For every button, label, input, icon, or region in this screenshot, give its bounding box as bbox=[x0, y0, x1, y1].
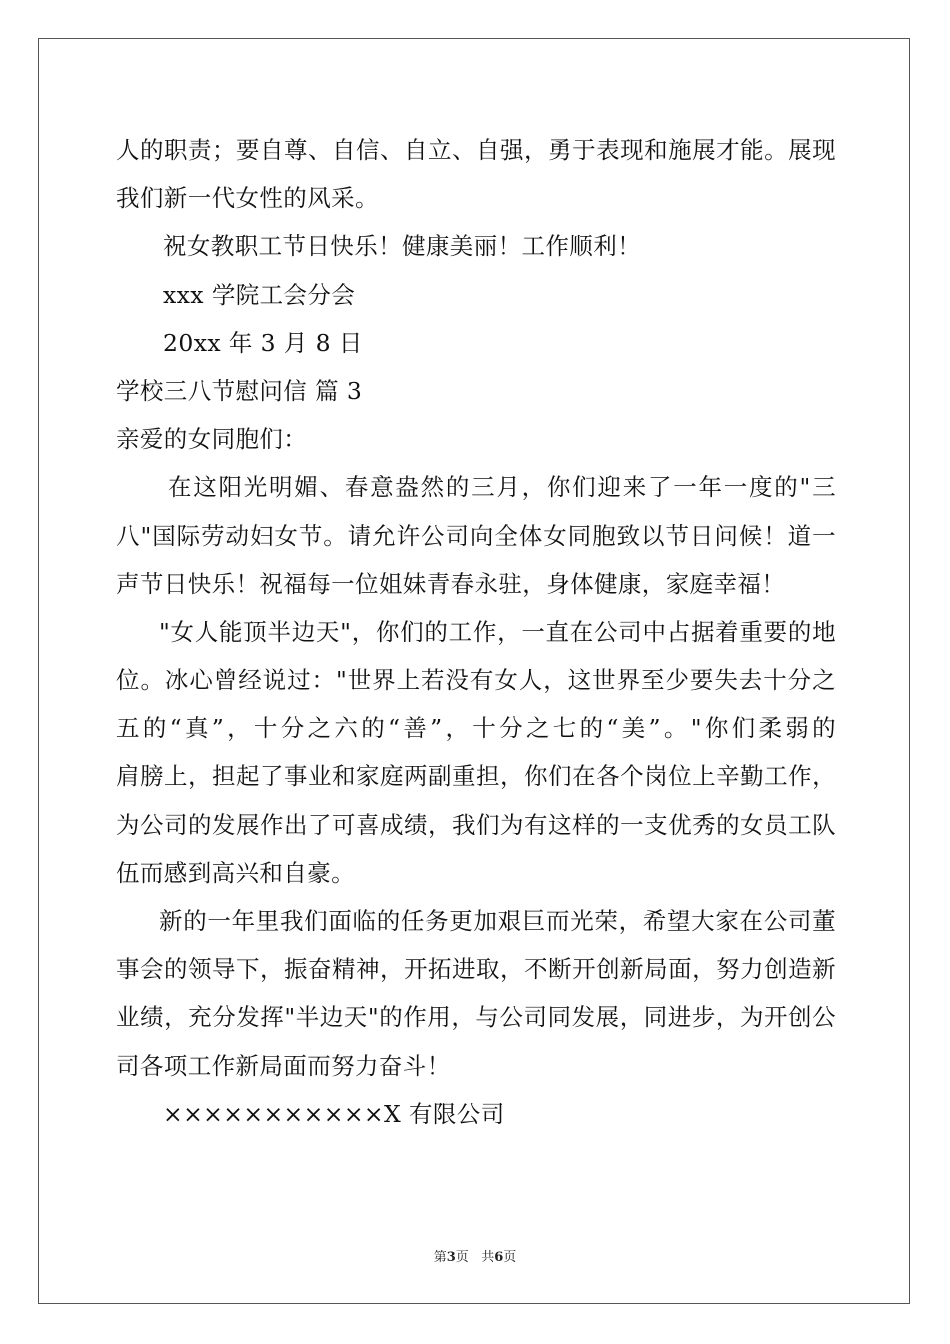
text-line: "女人能顶半边天"，你们的工作，一直在公司中占据着重要的地 bbox=[159, 617, 836, 646]
text-line: 业绩，充分发挥"半边天"的作用，与公司同发展，同进步，为开创公 bbox=[116, 1003, 836, 1032]
footer-suffix: 页 bbox=[503, 1250, 517, 1265]
text-line: 我们新一代女性的风采。 bbox=[116, 184, 379, 213]
text-line: 伍而感到高兴和自豪。 bbox=[116, 858, 355, 887]
text-line: 祝女教职工节日快乐！健康美丽！工作顺利！ bbox=[163, 232, 641, 261]
text-line: 事会的领导下，振奋精神，开拓进取，不断开创新局面，努力创造新 bbox=[116, 955, 836, 984]
document-body bbox=[116, 126, 836, 1138]
text-line: 新的一年里我们面临的任务更加艰巨而光荣，希望大家在公司董 bbox=[159, 907, 836, 935]
company-signature: ×××××××××××X 有限公司 bbox=[163, 1099, 505, 1128]
text-line: 司各项工作新局面而努力奋斗！ bbox=[116, 1051, 451, 1080]
text-line: 为公司的发展作出了可喜成绩，我们为有这样的一支优秀的女员工队 bbox=[116, 810, 836, 839]
section-title: 学校三八节慰问信 篇 3 bbox=[116, 376, 363, 405]
footer-mid: 页 共 bbox=[455, 1250, 495, 1265]
page-footer bbox=[0, 1246, 950, 1265]
text-line: 五的“真”，十分之六的“善”，十分之七的“美”。"你们柔弱的 bbox=[116, 714, 836, 743]
footer-prefix: 第 bbox=[433, 1250, 447, 1265]
text-line: 在这阳光明媚、春意盎然的三月，你们迎来了一年一度的"三 bbox=[168, 473, 836, 502]
signature-date: 20xx 年 3 月 8 日 bbox=[163, 328, 363, 357]
text-line: 声节日快乐！祝福每一位姐妹青春永驻，身体健康，家庭幸福！ bbox=[116, 569, 786, 598]
text-line: 八"国际劳动妇女节。请允许公司向全体女同胞致以节日问候！道一 bbox=[116, 521, 836, 550]
text-line: 人的职责；要自尊、自信、自立、自强，勇于表现和施展才能。展现 bbox=[116, 136, 836, 164]
footer-total-pages: 6 bbox=[494, 1250, 504, 1265]
signature-org: xxx 学院工会分会 bbox=[163, 280, 356, 309]
footer-current-page: 3 bbox=[446, 1250, 456, 1265]
text-line: 位。冰心曾经说过："世界上若没有女人，这世界至少要失去十分之 bbox=[116, 666, 836, 695]
text-line: 肩膀上，担起了事业和家庭两副重担，你们在各个岗位上辛勤工作， bbox=[116, 762, 836, 791]
salutation: 亲爱的女同胞们： bbox=[116, 425, 308, 454]
